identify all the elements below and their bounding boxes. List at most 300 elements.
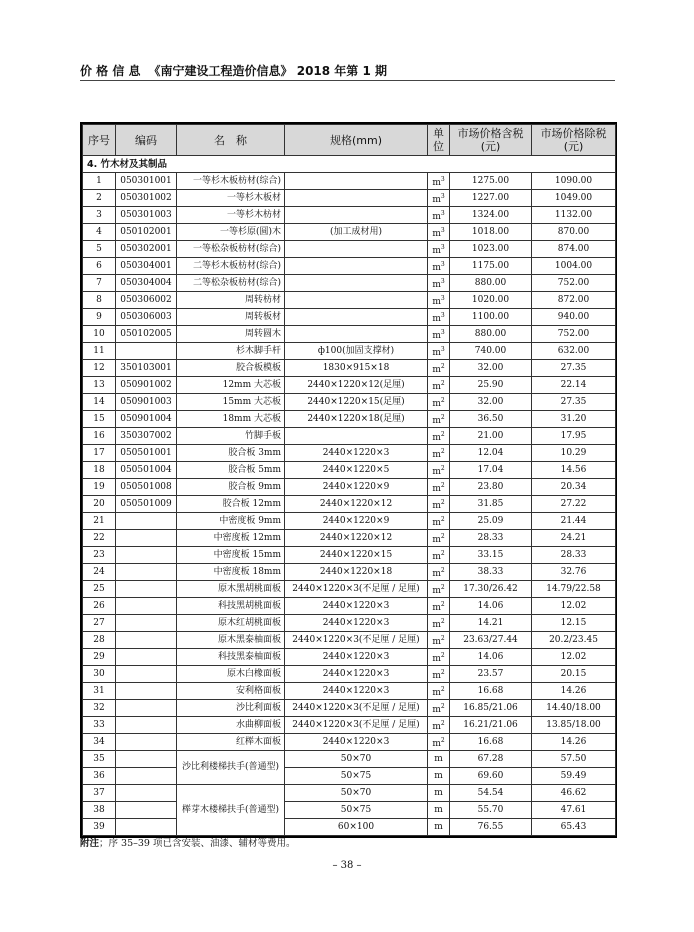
header-title: 《南宁建设工程造价信息》 2018 年第 1 期: [148, 63, 388, 78]
row-price-notax: 17.95: [532, 428, 616, 445]
table-row: [83, 377, 616, 394]
row-code: 350103001: [116, 360, 177, 377]
row-no: 30: [83, 666, 116, 683]
table-row: [83, 309, 616, 326]
table-row: [83, 547, 616, 564]
row-no: 38: [83, 802, 116, 819]
row-code: [116, 734, 177, 751]
row-spec: [285, 173, 428, 190]
table-row: [83, 275, 616, 292]
table-row: [83, 411, 616, 428]
row-unit: $m^2$: [428, 530, 450, 547]
row-price-notax: 872.00: [532, 292, 616, 309]
row-code: 050304001: [116, 258, 177, 275]
row-spec: 2440×1220×9: [285, 479, 428, 496]
row-code: [116, 666, 177, 683]
table-row: [83, 632, 616, 649]
row-price-tax: 16.85/21.06: [450, 700, 532, 717]
row-name: 科技黑胡桃面板: [177, 598, 285, 615]
row-unit: $m^2$: [428, 598, 450, 615]
row-spec: (加工成材用): [285, 224, 428, 241]
table-row: [83, 581, 616, 598]
row-spec: 2440×1220×12(足厘): [285, 377, 428, 394]
table-body: [83, 156, 616, 836]
row-name: 胶合板 5mm: [177, 462, 285, 479]
row-spec: [285, 258, 428, 275]
table-row: [83, 598, 616, 615]
row-unit: $m^2$: [428, 360, 450, 377]
row-no: 37: [83, 785, 116, 802]
row-spec: 60×100: [285, 819, 428, 836]
row-price-tax: 14.21: [450, 615, 532, 632]
table-row: [83, 802, 616, 819]
row-price-notax: 874.00: [532, 241, 616, 258]
row-price-tax: 1227.00: [450, 190, 532, 207]
row-spec: 2440×1220×18: [285, 564, 428, 581]
table-row: [83, 258, 616, 275]
row-price-tax: 14.06: [450, 598, 532, 615]
row-price-notax: 27.35: [532, 360, 616, 377]
row-spec: 50×70: [285, 785, 428, 802]
row-spec: 2440×1220×12: [285, 496, 428, 513]
row-price-notax: 22.14: [532, 377, 616, 394]
row-price-tax: 23.63/27.44: [450, 632, 532, 649]
row-price-notax: 47.61: [532, 802, 616, 819]
row-unit: $m^2$: [428, 632, 450, 649]
row-name: 中密度板 12mm: [177, 530, 285, 547]
row-name: 原木红胡桃面板: [177, 615, 285, 632]
table-row: [83, 751, 616, 768]
row-unit: $m^2$: [428, 717, 450, 734]
row-price-tax: 32.00: [450, 360, 532, 377]
row-price-tax: 1324.00: [450, 207, 532, 224]
note-text: ；序 35–39 项已含安装、油漆、辅材等费用。: [99, 838, 296, 849]
row-price-tax: 21.00: [450, 428, 532, 445]
row-code: [116, 751, 177, 768]
table-row: [83, 241, 616, 258]
row-unit: $m^2$: [428, 513, 450, 530]
row-unit: $m^2$: [428, 394, 450, 411]
row-spec: 2440×1220×15: [285, 547, 428, 564]
col-header-no: 序号: [83, 125, 116, 156]
table-row: [83, 479, 616, 496]
row-unit: $m^3$: [428, 173, 450, 190]
note-label: 附注: [80, 838, 100, 849]
row-price-notax: 1090.00: [532, 173, 616, 190]
row-code: 350307002: [116, 428, 177, 445]
row-unit: $m^2$: [428, 615, 450, 632]
table-row: [83, 428, 616, 445]
row-spec: [285, 326, 428, 343]
row-price-tax: 16.21/21.06: [450, 717, 532, 734]
row-code: 050901002: [116, 377, 177, 394]
table-row: [83, 462, 616, 479]
row-no: 16: [83, 428, 116, 445]
row-code: [116, 802, 177, 819]
row-price-notax: 12.02: [532, 649, 616, 666]
row-name: 一等杉木板材: [177, 190, 285, 207]
col-header-unit: 单位: [428, 125, 450, 156]
row-spec: 2440×1220×3: [285, 734, 428, 751]
row-price-notax: 20.15: [532, 666, 616, 683]
row-code: 050301003: [116, 207, 177, 224]
table-row: [83, 394, 616, 411]
row-price-tax: 38.33: [450, 564, 532, 581]
table-row: [83, 785, 616, 802]
row-price-tax: 28.33: [450, 530, 532, 547]
row-name: 胶合板 3mm: [177, 445, 285, 462]
row-no: 6: [83, 258, 116, 275]
row-price-tax: 33.15: [450, 547, 532, 564]
row-price-notax: 14.40/18.00: [532, 700, 616, 717]
price-table: [82, 124, 616, 836]
row-no: 19: [83, 479, 116, 496]
col-header-name: 名 称: [177, 125, 285, 156]
row-price-notax: 940.00: [532, 309, 616, 326]
row-price-tax: 54.54: [450, 785, 532, 802]
row-price-tax: 31.85: [450, 496, 532, 513]
row-unit: m: [428, 819, 450, 836]
row-no: 5: [83, 241, 116, 258]
row-price-notax: 27.35: [532, 394, 616, 411]
table-row: [83, 292, 616, 309]
row-spec: 2440×1220×3(不足厘 / 足厘): [285, 581, 428, 598]
row-price-notax: 46.62: [532, 785, 616, 802]
table-row: [83, 700, 616, 717]
row-name: 胶合板 9mm: [177, 479, 285, 496]
row-price-tax: 1100.00: [450, 309, 532, 326]
row-spec: 50×75: [285, 768, 428, 785]
row-unit: $m^2$: [428, 666, 450, 683]
row-code: [116, 343, 177, 360]
row-code: [116, 632, 177, 649]
row-code: [116, 768, 177, 785]
row-spec: 50×75: [285, 802, 428, 819]
row-no: 17: [83, 445, 116, 462]
row-name-merged: 榉芽木楼梯扶手(普通型): [177, 785, 285, 836]
table-row: [83, 190, 616, 207]
row-name: 15mm 大芯板: [177, 394, 285, 411]
row-spec: 1830×915×18: [285, 360, 428, 377]
row-spec: 2440×1220×3: [285, 683, 428, 700]
header-rule: [80, 80, 615, 81]
row-code: [116, 819, 177, 836]
row-unit: $m^2$: [428, 445, 450, 462]
row-code: 050301002: [116, 190, 177, 207]
row-code: [116, 649, 177, 666]
row-name: 二等松杂板枋材(综合): [177, 275, 285, 292]
row-unit: $m^2$: [428, 581, 450, 598]
row-name: 周转枋材: [177, 292, 285, 309]
table-row: [83, 819, 616, 836]
row-price-notax: 20.2/23.45: [532, 632, 616, 649]
row-unit: $m^3$: [428, 326, 450, 343]
table-row: [83, 343, 616, 360]
row-price-tax: 1175.00: [450, 258, 532, 275]
table-row: [83, 649, 616, 666]
row-price-tax: 16.68: [450, 683, 532, 700]
row-name: 二等杉木板枋材(综合): [177, 258, 285, 275]
row-unit: $m^2$: [428, 700, 450, 717]
row-name: 红榉木面板: [177, 734, 285, 751]
row-name: 胶合板 12mm: [177, 496, 285, 513]
row-price-tax: 1018.00: [450, 224, 532, 241]
row-no: 31: [83, 683, 116, 700]
row-price-tax: 55.70: [450, 802, 532, 819]
price-table-frame: [80, 122, 617, 838]
row-code: [116, 581, 177, 598]
row-unit: $m^3$: [428, 309, 450, 326]
row-price-notax: 24.21: [532, 530, 616, 547]
row-spec: [285, 275, 428, 292]
row-unit: $m^2$: [428, 428, 450, 445]
row-code: 050304004: [116, 275, 177, 292]
row-no: 32: [83, 700, 116, 717]
table-row: [83, 326, 616, 343]
row-spec: 2440×1220×3: [285, 666, 428, 683]
row-spec: [285, 428, 428, 445]
row-name: 胶合板模板: [177, 360, 285, 377]
row-code: 050302001: [116, 241, 177, 258]
row-price-notax: 14.79/22.58: [532, 581, 616, 598]
page-number: – 38 –: [332, 860, 362, 871]
row-name: 原木白橡面板: [177, 666, 285, 683]
row-code: [116, 530, 177, 547]
row-price-tax: 1020.00: [450, 292, 532, 309]
row-price-tax: 36.50: [450, 411, 532, 428]
row-name: 中密度板 9mm: [177, 513, 285, 530]
row-price-notax: 57.50: [532, 751, 616, 768]
row-spec: 2440×1220×3(不足厘 / 足厘): [285, 700, 428, 717]
row-price-notax: 1049.00: [532, 190, 616, 207]
row-spec: 2440×1220×3: [285, 445, 428, 462]
row-unit: $m^2$: [428, 411, 450, 428]
row-no: 24: [83, 564, 116, 581]
row-name: 科技黑泰柚面板: [177, 649, 285, 666]
row-code: [116, 717, 177, 734]
row-unit: $m^3$: [428, 224, 450, 241]
row-price-tax: 25.90: [450, 377, 532, 394]
row-code: [116, 700, 177, 717]
row-no: 10: [83, 326, 116, 343]
row-price-notax: 14.26: [532, 683, 616, 700]
row-no: 14: [83, 394, 116, 411]
row-code: 050501004: [116, 462, 177, 479]
table-row: [83, 615, 616, 632]
row-spec: [285, 292, 428, 309]
row-price-tax: 76.55: [450, 819, 532, 836]
row-price-notax: 870.00: [532, 224, 616, 241]
row-no: 26: [83, 598, 116, 615]
row-no: 27: [83, 615, 116, 632]
row-price-tax: 880.00: [450, 275, 532, 292]
row-unit: m: [428, 751, 450, 768]
row-code: [116, 513, 177, 530]
row-spec: 2440×1220×12: [285, 530, 428, 547]
row-price-notax: 14.56: [532, 462, 616, 479]
row-price-tax: 17.30/26.42: [450, 581, 532, 598]
row-no: 36: [83, 768, 116, 785]
row-spec: 50×70: [285, 751, 428, 768]
row-unit: $m^3$: [428, 258, 450, 275]
row-no: 8: [83, 292, 116, 309]
row-name: 一等杉原(圆)木: [177, 224, 285, 241]
row-spec: [285, 309, 428, 326]
row-no: 1: [83, 173, 116, 190]
row-price-notax: 31.20: [532, 411, 616, 428]
row-price-tax: 14.06: [450, 649, 532, 666]
row-unit: $m^2$: [428, 683, 450, 700]
row-no: 34: [83, 734, 116, 751]
row-unit: m: [428, 768, 450, 785]
row-price-notax: 752.00: [532, 275, 616, 292]
row-spec: ф100(加固支撑材): [285, 343, 428, 360]
row-name: 周转圆木: [177, 326, 285, 343]
row-no: 33: [83, 717, 116, 734]
table-row: [83, 530, 616, 547]
row-price-notax: 1004.00: [532, 258, 616, 275]
row-spec: 2440×1220×3(不足厘 / 足厘): [285, 632, 428, 649]
row-spec: 2440×1220×3: [285, 649, 428, 666]
row-price-tax: 1023.00: [450, 241, 532, 258]
row-price-notax: 12.15: [532, 615, 616, 632]
row-spec: [285, 241, 428, 258]
row-price-notax: 27.22: [532, 496, 616, 513]
row-name-merged: 沙比利楼梯扶手(普通型): [177, 751, 285, 785]
table-row: [83, 207, 616, 224]
row-spec: 2440×1220×15(足厘): [285, 394, 428, 411]
row-price-tax: 23.80: [450, 479, 532, 496]
header-label: 价 格 信 息: [80, 63, 141, 78]
row-spec: [285, 207, 428, 224]
row-spec: 2440×1220×3: [285, 615, 428, 632]
row-spec: 2440×1220×18(足厘): [285, 411, 428, 428]
row-name: 沙比利面板: [177, 700, 285, 717]
table-row: [83, 768, 616, 785]
row-code: 050901004: [116, 411, 177, 428]
row-unit: m: [428, 785, 450, 802]
row-code: 050501008: [116, 479, 177, 496]
row-name: 中密度板 15mm: [177, 547, 285, 564]
row-no: 18: [83, 462, 116, 479]
col-header-price-notax: 市场价格除税(元): [532, 125, 616, 156]
row-spec: 2440×1220×9: [285, 513, 428, 530]
row-no: 28: [83, 632, 116, 649]
page-header: [80, 60, 615, 80]
row-no: 12: [83, 360, 116, 377]
table-row: [83, 666, 616, 683]
row-code: [116, 598, 177, 615]
row-price-tax: 23.57: [450, 666, 532, 683]
row-unit: $m^2$: [428, 377, 450, 394]
row-price-tax: 25.09: [450, 513, 532, 530]
row-no: 21: [83, 513, 116, 530]
row-code: 050102005: [116, 326, 177, 343]
table-row: [83, 734, 616, 751]
row-code: [116, 564, 177, 581]
row-price-tax: 32.00: [450, 394, 532, 411]
row-price-tax: 880.00: [450, 326, 532, 343]
row-name: 中密度板 18mm: [177, 564, 285, 581]
row-price-notax: 28.33: [532, 547, 616, 564]
row-name: 水曲柳面板: [177, 717, 285, 734]
row-no: 9: [83, 309, 116, 326]
row-price-notax: 12.02: [532, 598, 616, 615]
row-code: 050501009: [116, 496, 177, 513]
row-price-tax: 1275.00: [450, 173, 532, 190]
row-unit: $m^2$: [428, 496, 450, 513]
row-price-notax: 1132.00: [532, 207, 616, 224]
row-spec: 2440×1220×3: [285, 598, 428, 615]
row-name: 一等杉木板枋材(综合): [177, 173, 285, 190]
row-no: 25: [83, 581, 116, 598]
row-price-notax: 13.85/18.00: [532, 717, 616, 734]
section-row: [83, 156, 616, 173]
row-price-tax: 17.04: [450, 462, 532, 479]
col-header-spec: 规格(mm): [285, 125, 428, 156]
table-row: [83, 496, 616, 513]
row-code: 050501001: [116, 445, 177, 462]
row-name: 原木黑胡桃面板: [177, 581, 285, 598]
row-price-notax: 65.43: [532, 819, 616, 836]
row-unit: $m^3$: [428, 207, 450, 224]
row-name: 杉木脚手杆: [177, 343, 285, 360]
row-price-tax: 16.68: [450, 734, 532, 751]
row-price-notax: 20.34: [532, 479, 616, 496]
table-note: [80, 835, 295, 849]
row-no: 20: [83, 496, 116, 513]
row-no: 7: [83, 275, 116, 292]
row-no: 15: [83, 411, 116, 428]
row-price-tax: 12.04: [450, 445, 532, 462]
table-row: [83, 445, 616, 462]
section-title: 4. 竹木材及其制品: [83, 156, 616, 173]
row-name: 周转板材: [177, 309, 285, 326]
row-price-notax: 632.00: [532, 343, 616, 360]
row-code: [116, 615, 177, 632]
row-unit: $m^2$: [428, 564, 450, 581]
row-unit: $m^3$: [428, 190, 450, 207]
row-price-notax: 21.44: [532, 513, 616, 530]
row-no: 13: [83, 377, 116, 394]
row-price-tax: 740.00: [450, 343, 532, 360]
row-name: 12mm 大芯板: [177, 377, 285, 394]
row-no: 39: [83, 819, 116, 836]
row-name: 一等杉木枋材: [177, 207, 285, 224]
row-name: 安利格面板: [177, 683, 285, 700]
col-header-price-tax: 市场价格含税(元): [450, 125, 532, 156]
row-code: [116, 785, 177, 802]
row-unit: $m^2$: [428, 734, 450, 751]
row-unit: $m^2$: [428, 649, 450, 666]
row-name: 竹脚手板: [177, 428, 285, 445]
row-spec: 2440×1220×3(不足厘 / 足厘): [285, 717, 428, 734]
row-unit: $m^2$: [428, 479, 450, 496]
row-no: 22: [83, 530, 116, 547]
row-price-notax: 752.00: [532, 326, 616, 343]
row-price-tax: 67.28: [450, 751, 532, 768]
table-row: [83, 513, 616, 530]
row-unit: $m^2$: [428, 462, 450, 479]
row-code: [116, 547, 177, 564]
row-code: 050301001: [116, 173, 177, 190]
row-unit: $m^3$: [428, 343, 450, 360]
table-row: [83, 224, 616, 241]
row-price-notax: 59.49: [532, 768, 616, 785]
row-price-notax: 14.26: [532, 734, 616, 751]
table-header-row: [83, 125, 616, 156]
row-unit: $m^3$: [428, 241, 450, 258]
